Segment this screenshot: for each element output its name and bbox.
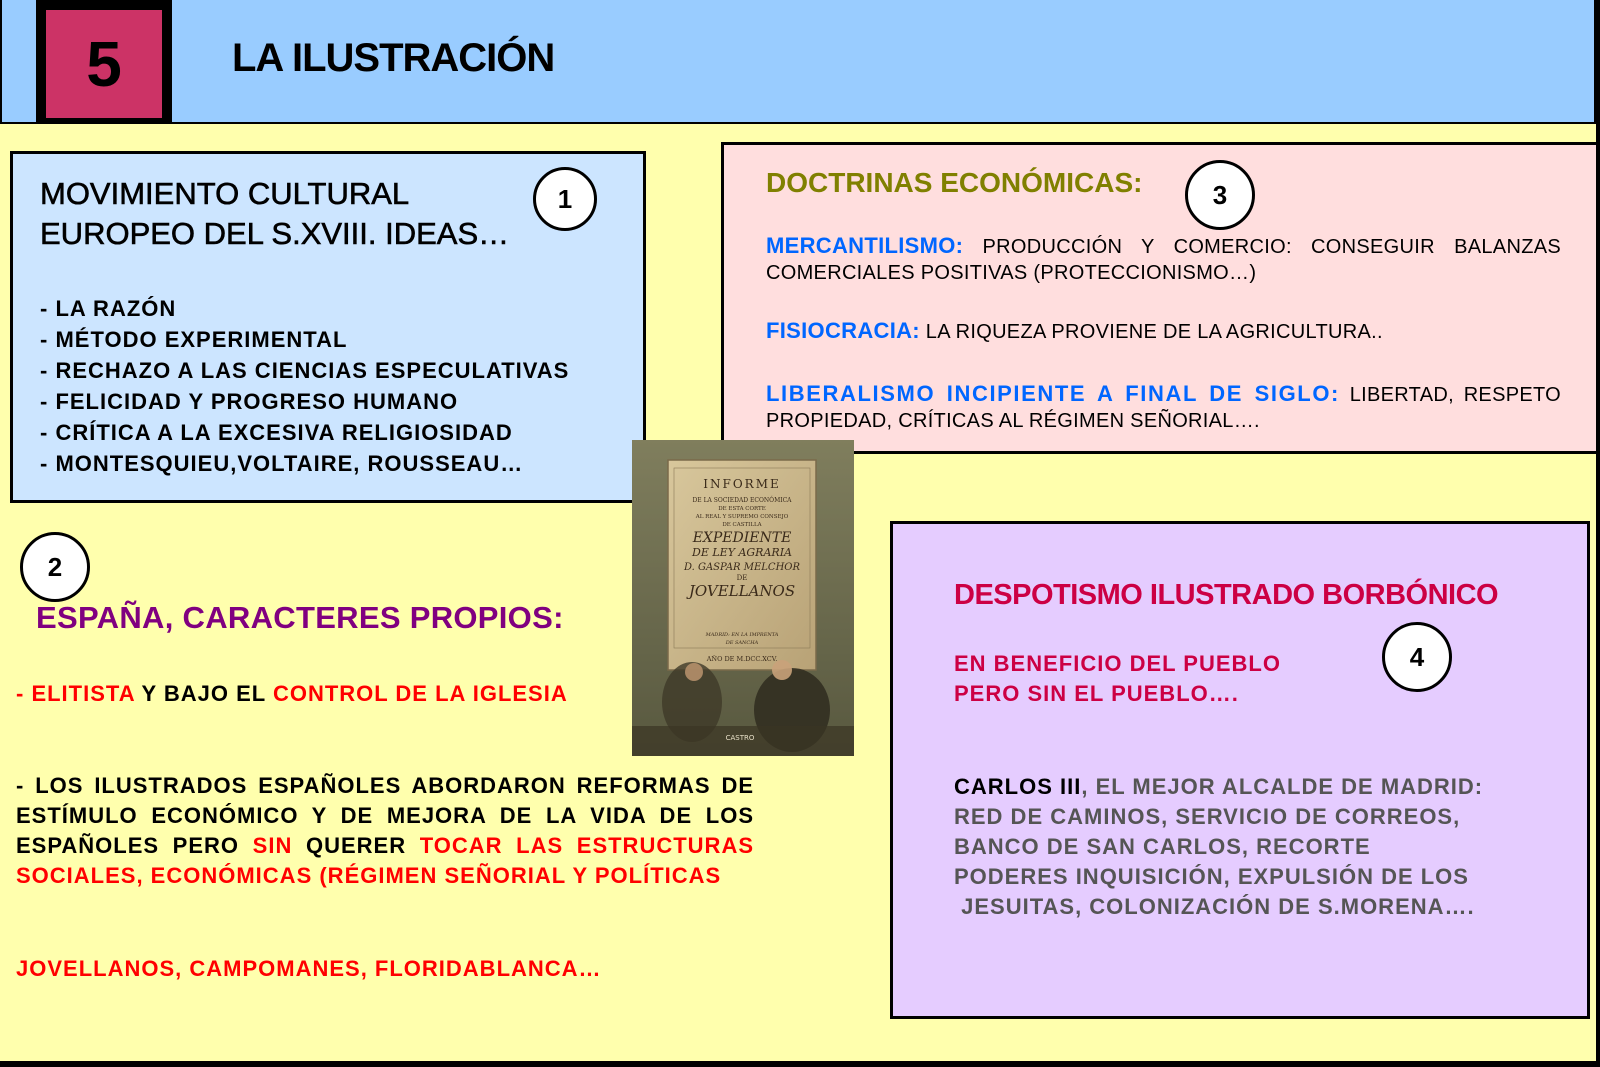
- carlos-name: CARLOS III: [954, 774, 1082, 799]
- list-item: - CRÍTICA A LA EXCESIVA RELIGIOSIDAD: [40, 420, 513, 445]
- mercantilismo-label: MERCANTILISMO:: [766, 233, 964, 258]
- book-line: AL REAL Y SUPREMO CONSEJO: [695, 514, 789, 520]
- slide-number-frame: [36, 0, 172, 124]
- reforms-querer: QUERER: [292, 833, 420, 858]
- liberalismo-text: [766, 381, 1561, 434]
- box-enlightened-despotism: [890, 521, 1590, 1019]
- box1-heading-line2: EUROPEO DEL S.XVIII. IDEAS…: [40, 216, 510, 251]
- slide-number: 5: [46, 10, 162, 118]
- reform-line: BANCO DE SAN CARLOS, RECORTE: [954, 834, 1371, 859]
- bottom-border: [0, 1061, 1600, 1067]
- bajo-text: Y BAJO EL: [134, 681, 273, 706]
- list-item: - RECHAZO A LAS CIENCIAS ESPECULATIVAS: [40, 358, 570, 383]
- box3-heading: DOCTRINAS ECONÓMICAS:: [766, 167, 1143, 198]
- reform-line: PODERES INQUISICIÓN, EXPULSIÓN DE LOS: [954, 864, 1469, 889]
- fisiocracia-label: FISIOCRACIA:: [766, 318, 920, 343]
- book-line: AÑO DE M.DCC.XCV.: [706, 655, 778, 663]
- reforms-text-1: - LOS ILUSTRADOS ESPAÑOLES ABORDARON REFORMAS DE ESTÍMULO ECONÓMICO Y DE MEJORA DE LA VIDA DE LOS ESPAÑOLES PERO: [16, 773, 754, 858]
- mercantilismo-desc: PRODUCCIÓN Y COMERCIO: CONSEGUIR BALANZAS COMERCIALES POSITIVAS (PROTECCIONISMO…): [766, 236, 1561, 284]
- fisiocracia-text: [766, 318, 1586, 345]
- book-line: DE ESTA CORTE: [718, 506, 766, 512]
- reforms-text-2: TOCAR LAS ESTRUCTURAS SOCIALES, ECONÓMICAS (RÉGIMEN SEÑORIAL Y POLÍTICAS: [16, 833, 754, 888]
- mercantilismo-text: [766, 233, 1561, 286]
- box1-heading-line1: MOVIMIENTO CULTURAL: [40, 176, 410, 211]
- book-line: D. GASPAR MELCHOR: [683, 562, 801, 573]
- badge-3: 3: [1185, 160, 1255, 230]
- carlos-line: [954, 774, 1483, 800]
- book-line: MADRID: EN LA IMPRENTA: [705, 632, 779, 638]
- carlos-desc: , EL MEJOR ALCALDE DE MADRID:: [1081, 774, 1484, 799]
- badge-4: 4: [1382, 622, 1452, 692]
- ilustrados-names: JOVELLANOS, CAMPOMANES, FLORIDABLANCA…: [16, 956, 602, 981]
- book-line: DE LEY AGRARIA: [692, 546, 792, 559]
- box4-sub1: EN BENEFICIO DEL PUEBLO: [954, 651, 1281, 676]
- elitista-text: - ELITISTA: [16, 681, 135, 706]
- book-line: INFORME: [703, 477, 781, 491]
- right-border: [1596, 0, 1600, 1067]
- badge-2: 2: [20, 532, 90, 602]
- box2-heading: ESPAÑA, CARACTERES PROPIOS:: [36, 600, 564, 635]
- page-title: LA ILUSTRACIÓN: [232, 36, 555, 80]
- reform-line: RED DE CAMINOS, SERVICIO DE CORREOS,: [954, 804, 1461, 829]
- control-iglesia-text: CONTROL DE LA IGLESIA: [272, 681, 568, 706]
- reform-line: JESUITAS, COLONIZACIÓN DE S.MORENA….: [954, 894, 1475, 919]
- reforms-sin: SIN: [252, 833, 293, 858]
- book-line: JOVELLANOS: [688, 582, 796, 600]
- book-line: EXPEDIENTE: [692, 530, 792, 546]
- book-cover-image: [632, 440, 854, 756]
- fisiocracia-desc: LA RIQUEZA PROVIENE DE LA AGRICULTURA..: [919, 321, 1383, 343]
- book-cover-drawing: [632, 440, 854, 756]
- badge-1: 1: [533, 167, 597, 231]
- book-publisher: CASTRO: [725, 734, 755, 742]
- list-item: - MONTESQUIEU,VOLTAIRE, ROUSSEAU…: [40, 451, 524, 476]
- book-line: DE LA SOCIEDAD ECONÓMICA: [692, 497, 792, 504]
- reforms-paragraph: [16, 771, 754, 891]
- book-line: DE SANCHA: [725, 640, 759, 646]
- book-line: DE CASTILLA: [722, 522, 762, 528]
- box4-heading: DESPOTISMO ILUSTRADO BORBÓNICO: [954, 579, 1499, 611]
- list-item: - FELICIDAD Y PROGRESO HUMANO: [40, 389, 459, 414]
- ideas-list: [40, 293, 569, 479]
- liberalismo-label: LIBERALISMO INCIPIENTE A FINAL DE SIGLO:: [766, 381, 1340, 406]
- header-bar: [0, 0, 1596, 124]
- box-economic-doctrines: [721, 142, 1600, 454]
- liberalismo-desc: LIBERTAD, RESPETO PROPIEDAD, CRÍTICAS AL RÉGIMEN SEÑORIAL….: [766, 384, 1562, 432]
- book-line: DE: [736, 574, 748, 582]
- list-item: - MÉTODO EXPERIMENTAL: [40, 327, 348, 352]
- elitista-line: [16, 681, 568, 707]
- list-item: - LA RAZÓN: [40, 296, 177, 321]
- box4-sub2: PERO SIN EL PUEBLO….: [954, 681, 1239, 706]
